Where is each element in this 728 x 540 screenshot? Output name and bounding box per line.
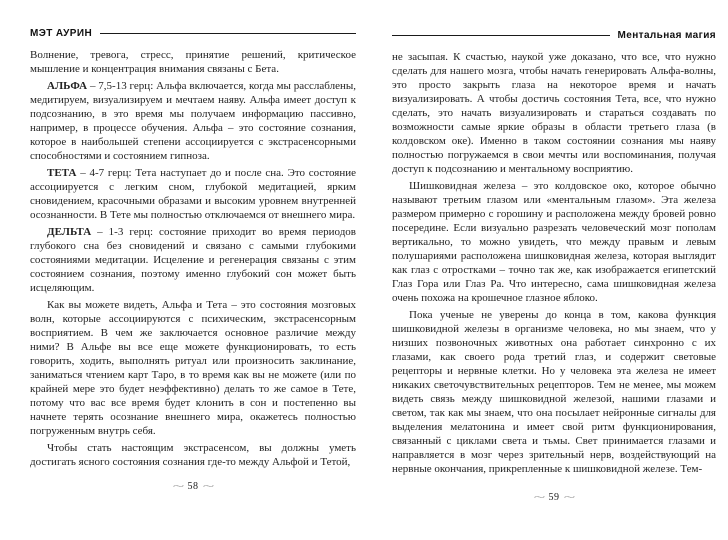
running-head-title: Ментальная магия	[617, 30, 716, 41]
folio-ornament-icon: ~	[172, 482, 184, 490]
folio-ornament-icon: ~	[533, 493, 545, 501]
page-number: 59	[548, 492, 560, 503]
book-page-left	[30, 28, 356, 492]
paragraph: ДЕЛЬТА – 1-3 герц: состояние приходит во время периодов глубокого сна без сновидений и связано с самыми глубокими состояниями медитации. Исцеление и регенерация связаны с этим состоянием сознания, поэтому именно глубокий сон может быть исцеляющим.	[30, 226, 356, 294]
paragraph: ТЕТА – 4-7 герц: Тета наступает до и после сна. Это состояние ассоциируется с легким сном, глубокой медитацией, ярким сновидением, красочными образами и высоким уровнем внутренней осознанности. В Тете мы полностью отключаемся от внешнего мира.	[30, 167, 356, 221]
page-number: 58	[187, 481, 199, 492]
paragraph: Как вы можете видеть, Альфа и Тета – это состояния мозговых волн, которые ассоциируются с психическим, экстрасенсорным восприятием. В чем же заключается основное различие между ними? В Альфе вы все еще можете функционировать, то есть говорить, ходить, выполнять ритуал или произносить заклинание, заниматься чтением карт Таро, в то время как вы не можете (или по крайней мере это будет неэффективно) делать то же самое в Тете, потому что вас все время будет клонить в сон и постепенно вы начнете терять осознание внешнего мира, окажетесь полностью погруженным внутрь себя.	[30, 299, 356, 437]
running-head-title: МЭТ АУРИН	[30, 28, 93, 39]
paragraph: Пока ученые не уверены до конца в том, какова функция шишковидной железы в организме человека, но мы знаем, что у низших позвоночных животных она работает синхронно с их глазами, как своего рода третий глаз, и содержит световые рецепторы и нервные клетки. Но у человека эта железа не имеет никаких светочувствительных рецепторов. Тем не менее, мы можем видеть связь между шишковидной железой, нашими глазами и светом, так как мы знаем, что она посылает нейронные сигналы для выделения мелатонина и имеет свой ритм функционирования, связанный с циклами света и тьмы. Свет принимается глазами и направляется в мозг через зрительный нерв, воздействующий на нервные окончания, прикрепленные к шишковидной железе. Тем-	[392, 309, 716, 475]
running-head-rule	[100, 33, 356, 34]
paragraph: Чтобы стать настоящим экстрасенсом, вы должны уметь достигать ясного состояния сознания где-то между Альфой и Тетой,	[30, 442, 356, 468]
page-body-left	[30, 48, 356, 469]
book-page-right	[392, 30, 716, 503]
paragraph: Волнение, тревога, стресс, принятие решений, критическое мышление и концентрация внимания связаны с Бета.	[30, 49, 356, 75]
paragraph: АЛЬФА – 7,5-13 герц: Альфа включается, когда мы расслаблены, медитируем, визуализируем и мечтаем наяву. Альфа имеет доступ к подсознанию, в это время мы получаем информацию пассивно, например, в процессе обучения. Альфа – это состояние сознания, которое в наибольшей степени ассоциируется с экстрасенсорными способностями и состоянием гипноза.	[30, 80, 356, 162]
running-head-rule	[392, 35, 610, 36]
page-footer-right	[392, 492, 716, 503]
folio-ornament-icon: ~	[202, 482, 214, 490]
running-head-left	[30, 28, 356, 39]
paragraph: Шишковидная железа – это колдовское око, которое обычно называют третьим глазом или «ментальным глазом». Эта железа размером примерно с горошину и расположена между бровей ровно посередине. Если визуально разрезать человеческий мозг пополам вертикально, то можно увидеть, что между правым и левым полушариями расположена шишковидная железа, которая выглядит как глаз с отростками – точно так же, как изображается египетский Глаз Гора или Глаз Ра. Что интересно, сама шишковидная железа очень похожа на крошечное глазное яблоко.	[392, 180, 716, 304]
running-head-right	[392, 30, 716, 41]
page-footer-left	[30, 481, 356, 492]
paragraph: не засыпая. К счастью, наукой уже доказано, что все, что нужно сделать для нашего мозга, чтобы начать генерировать Альфа-волны, это просто закрыть глаза на некоторое время и начать визуализировать. А чтобы достичь состояния Тета, все, что нужно сделать, это начать визуализировать и стараться создавать по возможности самые яркие образы в области третьего глаза (в колдовском оке). Именно в таком состоянии сознания мы наяву полностью погружаемся в свои мечты или воспоминания, получая доступ к подсознанию и ментальному восприятию.	[392, 51, 716, 175]
folio-ornament-icon: ~	[563, 493, 575, 501]
page-body-right	[392, 50, 716, 476]
